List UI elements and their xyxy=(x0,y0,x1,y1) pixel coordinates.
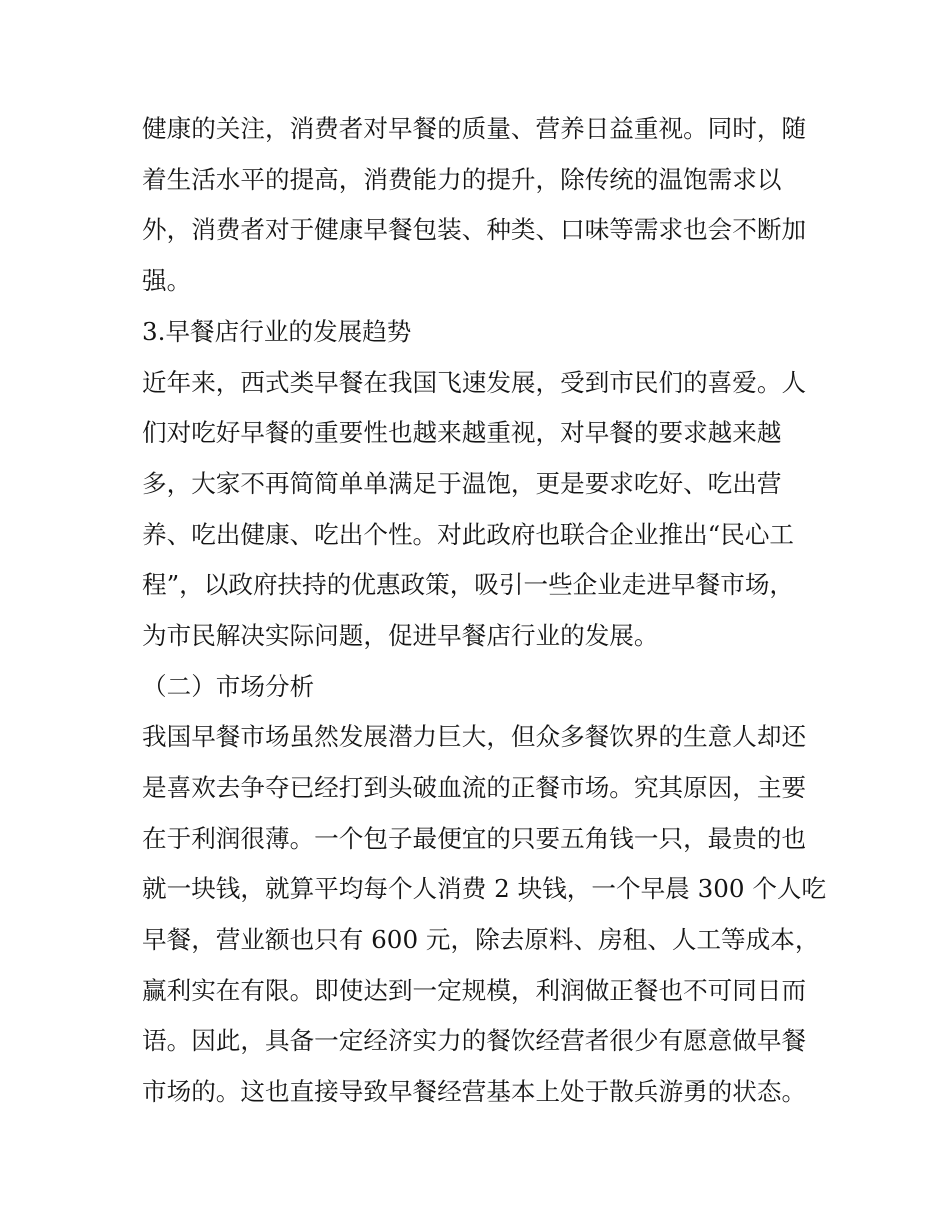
text-line: 着生活水平的提高，消费能力的提升，除传统的温饱需求以 xyxy=(142,165,782,194)
text-line: 们对吃好早餐的重要性也越来越重视，对早餐的要求越来越 xyxy=(142,418,782,447)
text-line: 多，大家不再简简单单满足于温饱，更是要求吃好、吃出营 xyxy=(142,469,782,498)
text-line: 早餐，营业额也只有 600 元，除去原料、房租、人工等成本， xyxy=(142,925,820,954)
section-heading: （二）市场分析 xyxy=(142,672,315,701)
text-line: 市场的。这也直接导致早餐经营基本上处于散兵游勇的状态。 xyxy=(142,1077,807,1106)
text-line: 健康的关注，消费者对早餐的质量、营养日益重视。同时，随 xyxy=(142,114,807,143)
text-line: 近年来，西式类早餐在我国飞速发展，受到市民们的喜爱。人 xyxy=(142,368,807,397)
text-line: 强。 xyxy=(142,266,192,295)
text-line: 在于利润很薄。一个包子最便宜的只要五角钱一只，最贵的也 xyxy=(142,824,807,853)
text-line: 语。因此，具备一定经济实力的餐饮经营者很少有愿意做早餐 xyxy=(142,1026,807,1055)
section-heading: 3.早餐店行业的发展趋势 xyxy=(142,317,412,346)
text-line: 赢利实在有限。即使达到一定规模，利润做正餐也不可同日而 xyxy=(142,976,807,1005)
text-line: 我国早餐市场虽然发展潜力巨大，但众多餐饮界的生意人却还 xyxy=(142,722,807,751)
text-line: 外，消费者对于健康早餐包装、种类、口味等需求也会不断加 xyxy=(142,215,807,244)
text-line: 养、吃出健康、吃出个性。对此政府也联合企业推出“民心工 xyxy=(142,520,795,549)
text-line: 程”，以政府扶持的优惠政策，吸引一些企业走进早餐市场， xyxy=(142,570,795,599)
text-line: 就一块钱，就算平均每个人消费 2 块钱，一个早晨 300 个人吃 xyxy=(142,874,827,903)
text-line: 为市民解决实际问题，促进早餐店行业的发展。 xyxy=(142,621,659,650)
text-line: 是喜欢去争夺已经打到头破血流的正餐市场。究其原因，主要 xyxy=(142,773,807,802)
